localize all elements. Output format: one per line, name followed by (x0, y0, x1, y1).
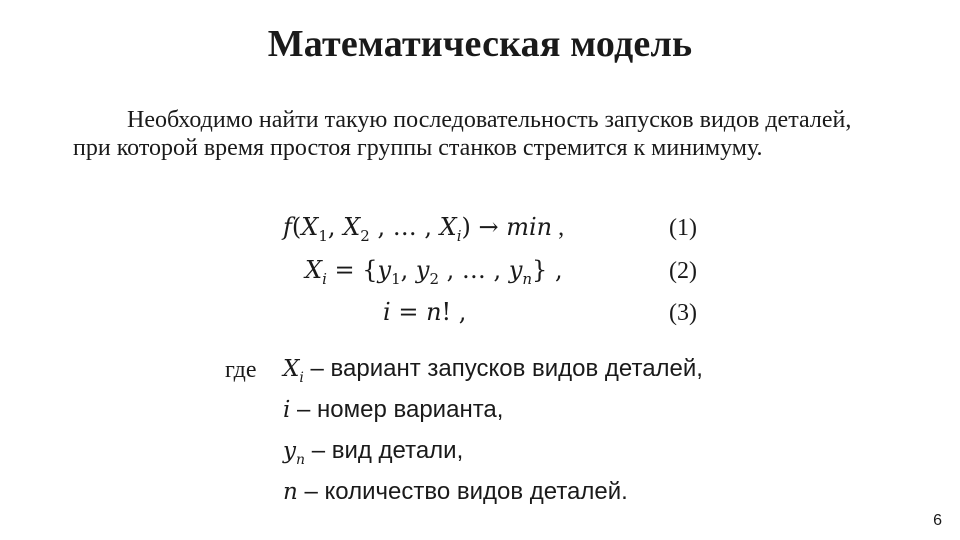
equation-3 (383, 298, 466, 326)
def-symbol-sub: n (296, 452, 306, 468)
eq1-xi-sub: i (456, 227, 462, 245)
def-text: – вариант запусков видов деталей, (303, 355, 703, 382)
eq2-x: X (305, 256, 323, 284)
eq1-sep: , (327, 213, 344, 241)
equation-3-number: (3) (669, 300, 697, 326)
definition-row (283, 437, 464, 468)
eq3-i: i (383, 298, 391, 326)
def-symbol: n (283, 479, 298, 505)
eq1-xi: X (439, 213, 457, 241)
eq1-x1-sub: 1 (318, 227, 328, 245)
eq2-yn-sub: n (522, 270, 533, 288)
equation-1-number: (1) (669, 215, 697, 241)
eq1-open-paren: ( (291, 213, 302, 241)
page-number: 6 (933, 512, 942, 529)
eq1-x2-sub: 2 (360, 227, 370, 245)
eq2-y1-sub: 1 (391, 270, 401, 288)
eq2-comma: , (400, 256, 416, 284)
eq2-equals: = { (326, 256, 378, 284)
eq1-min: min (506, 213, 553, 241)
eq2-y1: y (377, 256, 392, 284)
def-text: – количество видов деталей. (297, 478, 628, 505)
eq2-yn: y (508, 256, 523, 284)
def-text: – номер варианта, (290, 396, 504, 423)
definition-row (283, 478, 628, 506)
def-symbol: y (283, 438, 296, 464)
eq1-tail: , (552, 215, 565, 241)
equation-1 (283, 213, 565, 245)
eq3-n: n (426, 298, 442, 326)
equation-2-number: (2) (669, 258, 697, 284)
def-symbol-sub: i (299, 370, 304, 386)
eq1-close-paren: ) (461, 213, 471, 241)
eq2-y2-sub: 2 (429, 270, 440, 288)
eq1-x1: X (301, 213, 319, 241)
definition-row (283, 355, 703, 386)
where-label: где (225, 357, 257, 383)
slide-title: Математическая модель (267, 23, 693, 65)
def-text: – вид детали, (305, 437, 464, 464)
equation-2 (305, 256, 563, 288)
def-symbol: X (283, 356, 300, 382)
def-symbol: i (283, 397, 291, 423)
eq2-close: } , (532, 256, 563, 284)
eq1-function: f (283, 213, 292, 241)
eq2-dots: , … , (439, 256, 509, 284)
eq3-equals: = (390, 298, 427, 326)
eq1-dots: , … , (369, 213, 440, 241)
eq2-x-sub: i (322, 270, 327, 288)
eq3-factorial: ! , (441, 298, 467, 326)
intro-paragraph: Необходимо найти такую последовательность запусков видов деталей, при которой время простоя группы станков стремится к минимуму. (73, 107, 852, 161)
eq1-x2: X (343, 213, 361, 241)
eq2-y2: y (415, 256, 430, 284)
definition-row (283, 396, 503, 424)
eq1-arrow: → (470, 213, 507, 241)
